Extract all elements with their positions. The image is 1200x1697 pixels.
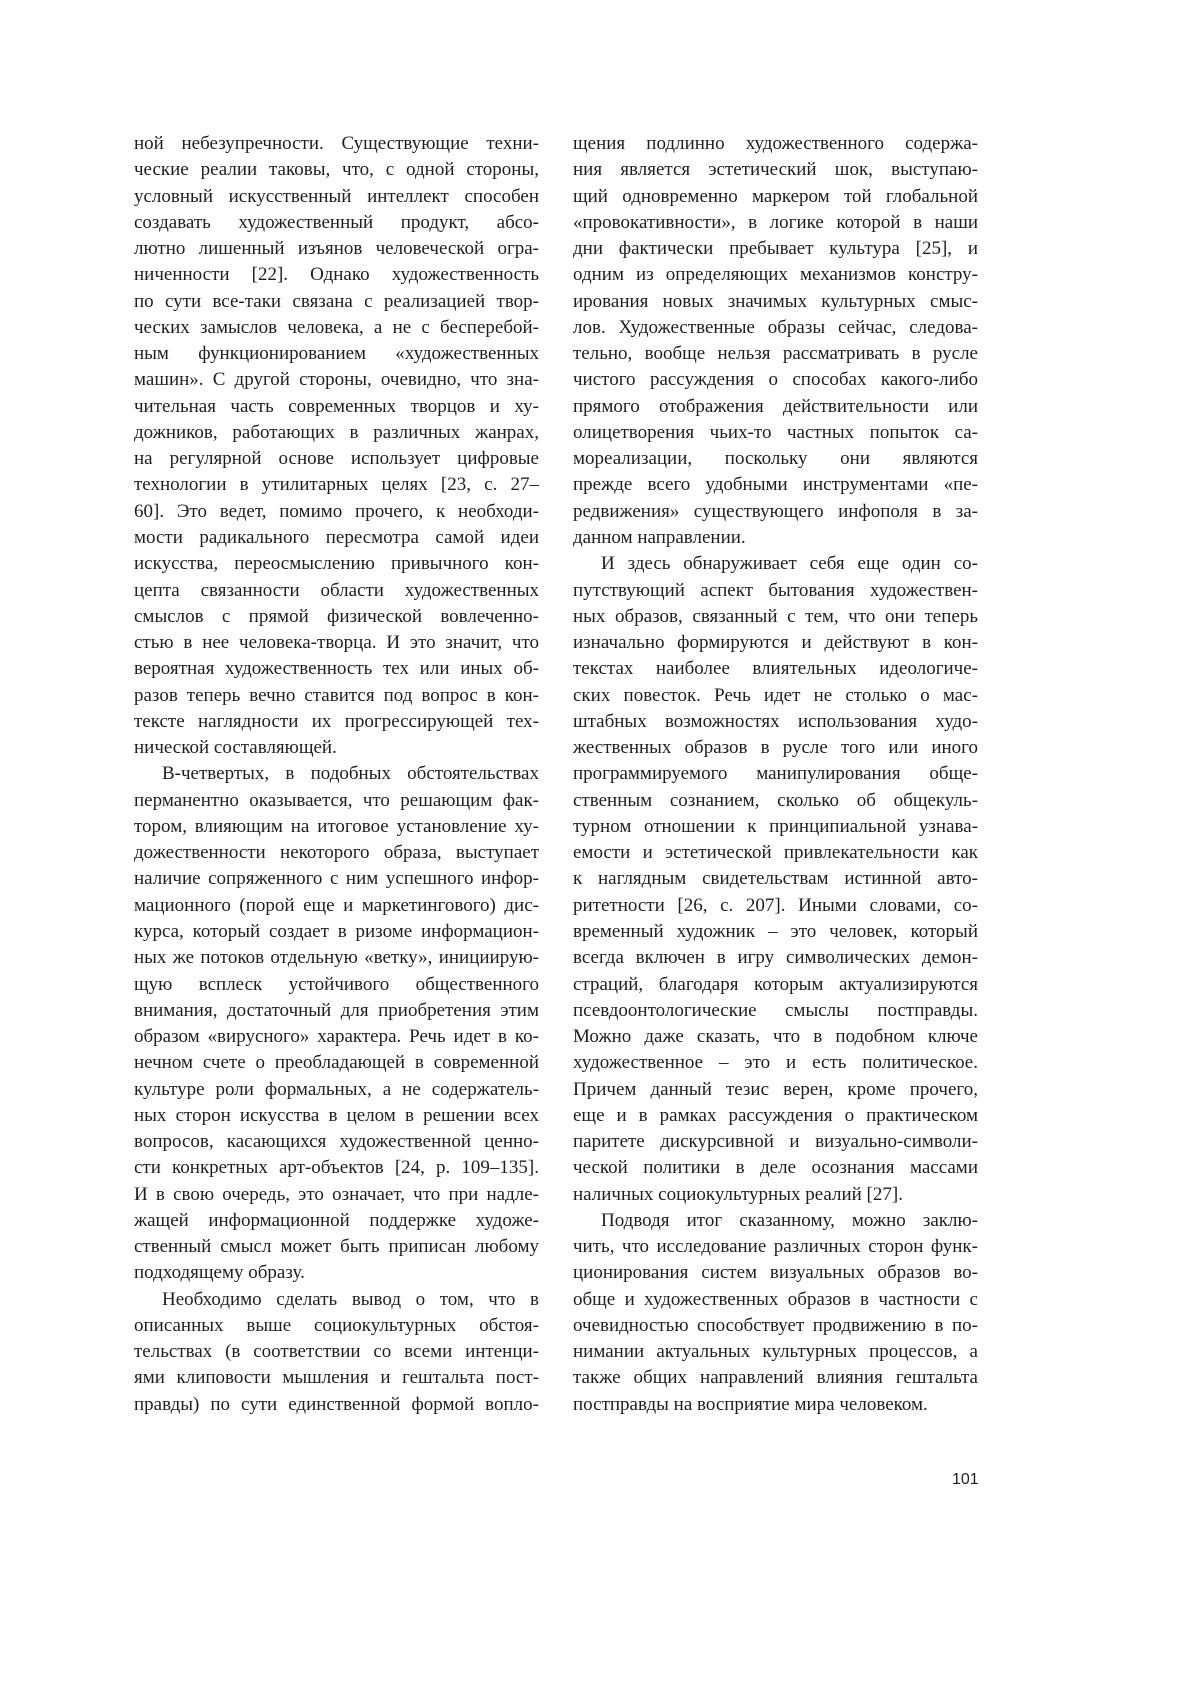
text-line: лютно лишенный изъянов человеческой огра- (134, 236, 539, 262)
text-line: технологии в утилитарных целях [23, с. 27– (134, 472, 539, 498)
text-line: мационного (порой еще и маркетингового) дис- (134, 893, 539, 919)
text-line: И в свою очередь, это означает, что при надле- (134, 1182, 539, 1208)
text-line: прежде всего удобными инструментами «пе- (573, 472, 978, 498)
text-line: постправды на восприятие мира человеком. (573, 1392, 978, 1418)
text-line: перманентно оказывается, что решающим фак- (134, 788, 539, 814)
text-line: нимании актуальных культурных процессов, а (573, 1339, 978, 1365)
text-line: ритетности [26, с. 207]. Иными словами, со- (573, 893, 978, 919)
text-line: ных же потоков отдельную «ветку», инициирую- (134, 945, 539, 971)
text-line: нечном счете о преобладающей в современной (134, 1050, 539, 1076)
text-line: Причем данный тезис верен, кроме прочего, (573, 1077, 978, 1103)
text-line: наличие сопряженного с ним успешного инфор- (134, 866, 539, 892)
text-line: чительная часть современных творцов и ху- (134, 394, 539, 420)
text-line: мости радикального пересмотра самой идеи (134, 525, 539, 551)
text-line: В-четвертых, в подобных обстоятельствах (134, 761, 539, 787)
text-line: щий одновременно маркером той глобальной (573, 184, 978, 210)
text-line: тором, влияющим на итоговое установление ху- (134, 814, 539, 840)
text-line: ной небезупречности. Существующие техни- (134, 131, 539, 157)
text-line: ческие реалии таковы, что, с одной стороны, (134, 157, 539, 183)
text-line: псевдоонтологические смыслы постправды. (573, 998, 978, 1024)
text-line: временный художник – это человек, который (573, 919, 978, 945)
text-line: вероятная художественность тех или иных об- (134, 656, 539, 682)
text-line: ственный смысл может быть приписан любому (134, 1234, 539, 1260)
text-line: прямого отображения действительности или (573, 394, 978, 420)
text-line: создавать художественный продукт, абсо- (134, 210, 539, 236)
text-column-right (573, 131, 978, 1418)
text-line: щения подлинно художественного содержа- (573, 131, 978, 157)
paragraph (573, 1208, 978, 1418)
text-line: ческих замыслов человека, а не с бесперебой- (134, 315, 539, 341)
text-line: на регулярной основе использует цифровые (134, 446, 539, 472)
text-line: правды) по сути единственной формой вопло- (134, 1392, 539, 1418)
text-line: изначально формируются и действуют в кон- (573, 630, 978, 656)
text-line: путствующий аспект бытования художествен- (573, 578, 978, 604)
text-line: ческой политики в деле осознания массами (573, 1155, 978, 1181)
text-line: ния является эстетический шок, выступаю- (573, 157, 978, 183)
text-line: паритете дискурсивной и визуально-символи- (573, 1129, 978, 1155)
text-line: еще и в рамках рассуждения о практическом (573, 1103, 978, 1129)
paragraph (134, 1287, 539, 1418)
text-line: И здесь обнаруживает себя еще один со- (573, 551, 978, 577)
text-line: лов. Художественные образы сейчас, следова- (573, 315, 978, 341)
text-line: художественное – это и есть политическое. (573, 1050, 978, 1076)
text-line: штабных возможностях использования худо- (573, 709, 978, 735)
text-line: всегда включен в игру символических демон- (573, 945, 978, 971)
text-line: щую всплеск устойчивого общественного (134, 972, 539, 998)
text-line: ирования новых значимых культурных смыс- (573, 289, 978, 315)
text-line: культуре роли формальных, а не содержатель- (134, 1077, 539, 1103)
text-line: очевидностью способствует продвижению в по- (573, 1313, 978, 1339)
text-line: обще и художественных образов в частности с (573, 1287, 978, 1313)
text-line: ями клиповости мышления и гештальта пост- (134, 1365, 539, 1391)
text-line: образом «вирусного» характера. Речь идет в ко- (134, 1024, 539, 1050)
text-line: машин». С другой стороны, очевидно, что зна- (134, 367, 539, 393)
text-line: тельно, вообще нельзя рассматривать в русле (573, 341, 978, 367)
paragraph (573, 131, 978, 551)
text-line: жественных образов в русле того или иного (573, 735, 978, 761)
text-line: жащей информационной поддержке художе- (134, 1208, 539, 1234)
text-line: Можно даже сказать, что в подобном ключе (573, 1024, 978, 1050)
text-line: также общих направлений влияния гештальта (573, 1365, 978, 1391)
text-line: нической составляющей. (134, 735, 539, 761)
text-line: тельствах (в соответствии со всеми интенци- (134, 1339, 539, 1365)
text-line: текстах наиболее влиятельных идеологиче- (573, 656, 978, 682)
paragraph (134, 131, 539, 761)
text-line: дни фактически пребывает культура [25], и (573, 236, 978, 262)
text-line: ских повесток. Речь идет не столько о мас- (573, 683, 978, 709)
text-line: дожественности некоторого образа, выступает (134, 840, 539, 866)
text-line: ственным сознанием, сколько об общекуль- (573, 788, 978, 814)
text-line: 60]. Это ведет, помимо прочего, к необходи- (134, 499, 539, 525)
text-line: подходящему образу. (134, 1260, 539, 1286)
text-line: стью в нее человека-творца. И это значит, что (134, 630, 539, 656)
text-line: одним из определяющих механизмов констру- (573, 262, 978, 288)
text-line: вопросов, касающихся художественной ценно- (134, 1129, 539, 1155)
text-line: ных образов, связанный с тем, что они теперь (573, 604, 978, 630)
text-column-left (134, 131, 539, 1418)
text-line: олицетворения чьих-то частных попыток са- (573, 420, 978, 446)
text-line: условный искусственный интеллект способен (134, 184, 539, 210)
text-line: программируемого манипулирования обще- (573, 761, 978, 787)
text-line: редвижения» существующего инфополя в за- (573, 499, 978, 525)
text-line: к наглядным свидетельствам истинной авто- (573, 866, 978, 892)
text-line: внимания, достаточный для приобретения этим (134, 998, 539, 1024)
text-line: чить, что исследование различных сторон функ- (573, 1234, 978, 1260)
text-line: сти конкретных арт-объектов [24, p. 109–135]. (134, 1155, 539, 1181)
text-line: тексте наглядности их прогрессирующей тех- (134, 709, 539, 735)
text-line: смыслов с прямой физической вовлеченно- (134, 604, 539, 630)
text-line: наличных социокультурных реалий [27]. (573, 1182, 978, 1208)
text-line: цепта связанности области художественных (134, 578, 539, 604)
text-line: «провокативности», в логике которой в наши (573, 210, 978, 236)
text-line: курса, который создает в ризоме информацион- (134, 919, 539, 945)
text-line: страций, благодаря которым актуализируются (573, 972, 978, 998)
text-line: ным функционированием «художественных (134, 341, 539, 367)
text-line: описанных выше социокультурных обстоя- (134, 1313, 539, 1339)
page-number: 101 (952, 1471, 979, 1489)
text-line: разов теперь вечно ставится под вопрос в кон- (134, 683, 539, 709)
text-line: Необходимо сделать вывод о том, что в (134, 1287, 539, 1313)
text-line: данном направлении. (573, 525, 978, 551)
text-line: ниченности [22]. Однако художественность (134, 262, 539, 288)
text-line: турном отношении к принципиальной узнава- (573, 814, 978, 840)
text-line: дожников, работающих в различных жанрах, (134, 420, 539, 446)
paragraph (134, 761, 539, 1286)
paragraph (573, 551, 978, 1208)
text-line: ных сторон искусства в целом в решении всех (134, 1103, 539, 1129)
text-line: емости и эстетической привлекательности как (573, 840, 978, 866)
text-line: по сути все-таки связана с реализацией твор- (134, 289, 539, 315)
text-line: ционирования систем визуальных образов во- (573, 1260, 978, 1286)
text-line: Подводя итог сказанному, можно заклю- (573, 1208, 978, 1234)
text-line: мореализации, поскольку они являются (573, 446, 978, 472)
text-line: искусства, переосмыслению привычного кон- (134, 551, 539, 577)
text-line: чистого рассуждения о способах какого-либо (573, 367, 978, 393)
